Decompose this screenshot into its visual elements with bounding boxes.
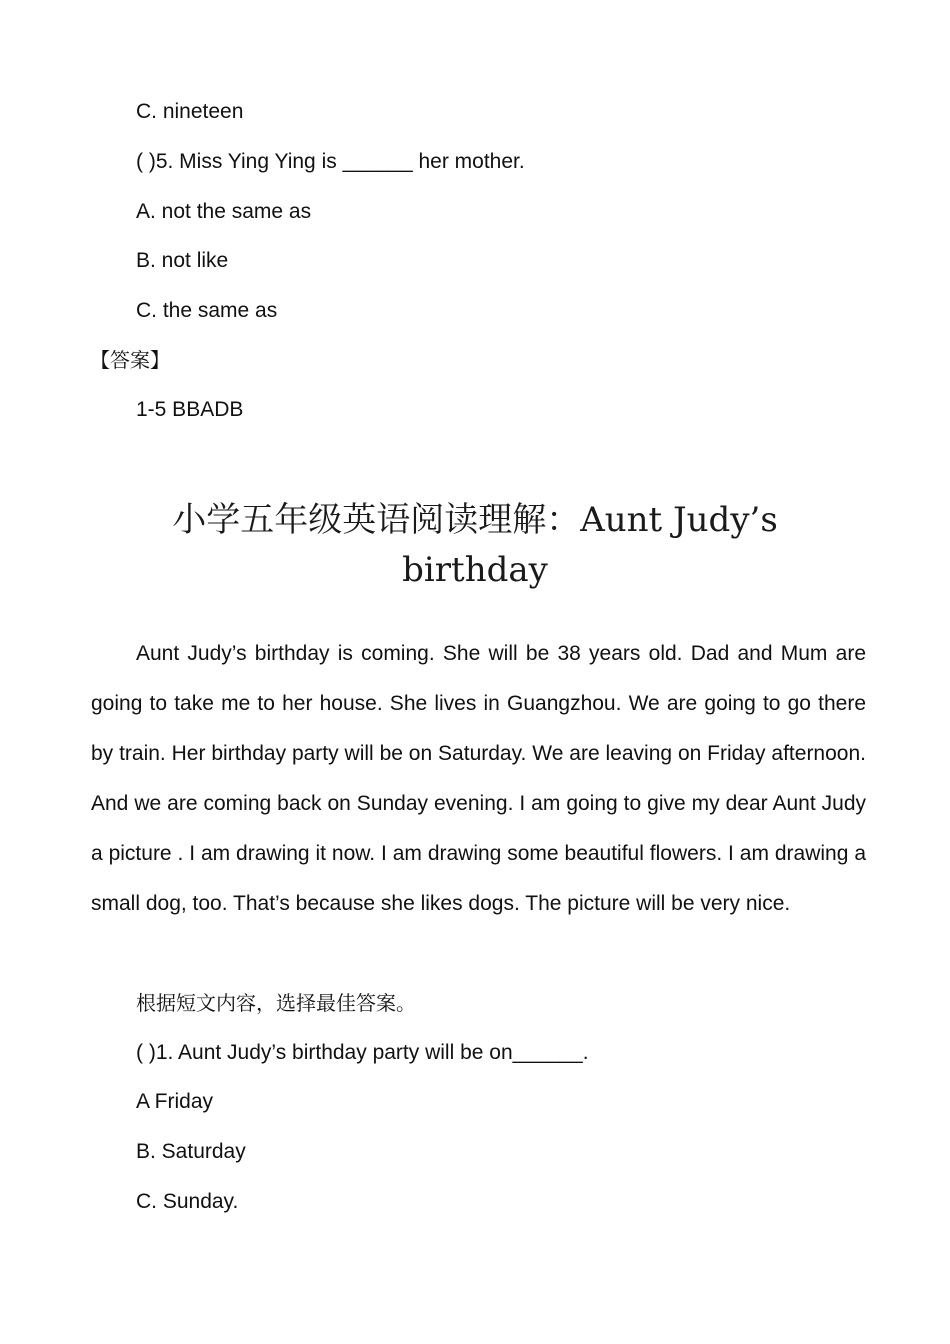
q5-option-a: A. not the same as	[136, 200, 312, 223]
q1-option-c: C. Sunday.	[136, 1190, 239, 1213]
q4-option-c: C. nineteen	[136, 100, 244, 123]
q1-option-a: A Friday	[136, 1090, 214, 1113]
instruction-text: 根据短文内容，选择最佳答案。	[136, 991, 416, 1015]
article-title-line2: birthday	[402, 550, 548, 590]
q1-question: ( )1. Aunt Judy’s birthday party will be on______.	[136, 1041, 589, 1064]
article-title-line1: 小学五年级英语阅读理解：Aunt Judy’s	[172, 500, 778, 540]
passage-paragraph: Aunt Judy’s birthday is coming. She will be 38 years old. Dad and Mum are going to take me to her house. She lives in Guangzhou. We are going to go there by train. Her birthday party will be on Saturday. We are leaving on Friday afternoon. And we are coming back on Sunday evening. I am going to give my dear Aunt Judy a picture . I am drawing it now. I am drawing some beautiful flowers. I am drawing a small dog, too. That’s because she likes dogs. The picture will be very nice.	[91, 642, 866, 915]
q1-option-b: B. Saturday	[136, 1140, 246, 1163]
answer-text: 1-5 BBADB	[136, 398, 244, 421]
q5-question: ( )5. Miss Ying Ying is ______ her mother.	[136, 150, 525, 173]
answer-heading: 【答案】	[90, 348, 170, 372]
q5-option-b: B. not like	[136, 249, 229, 272]
q5-option-c: C. the same as	[136, 299, 278, 322]
